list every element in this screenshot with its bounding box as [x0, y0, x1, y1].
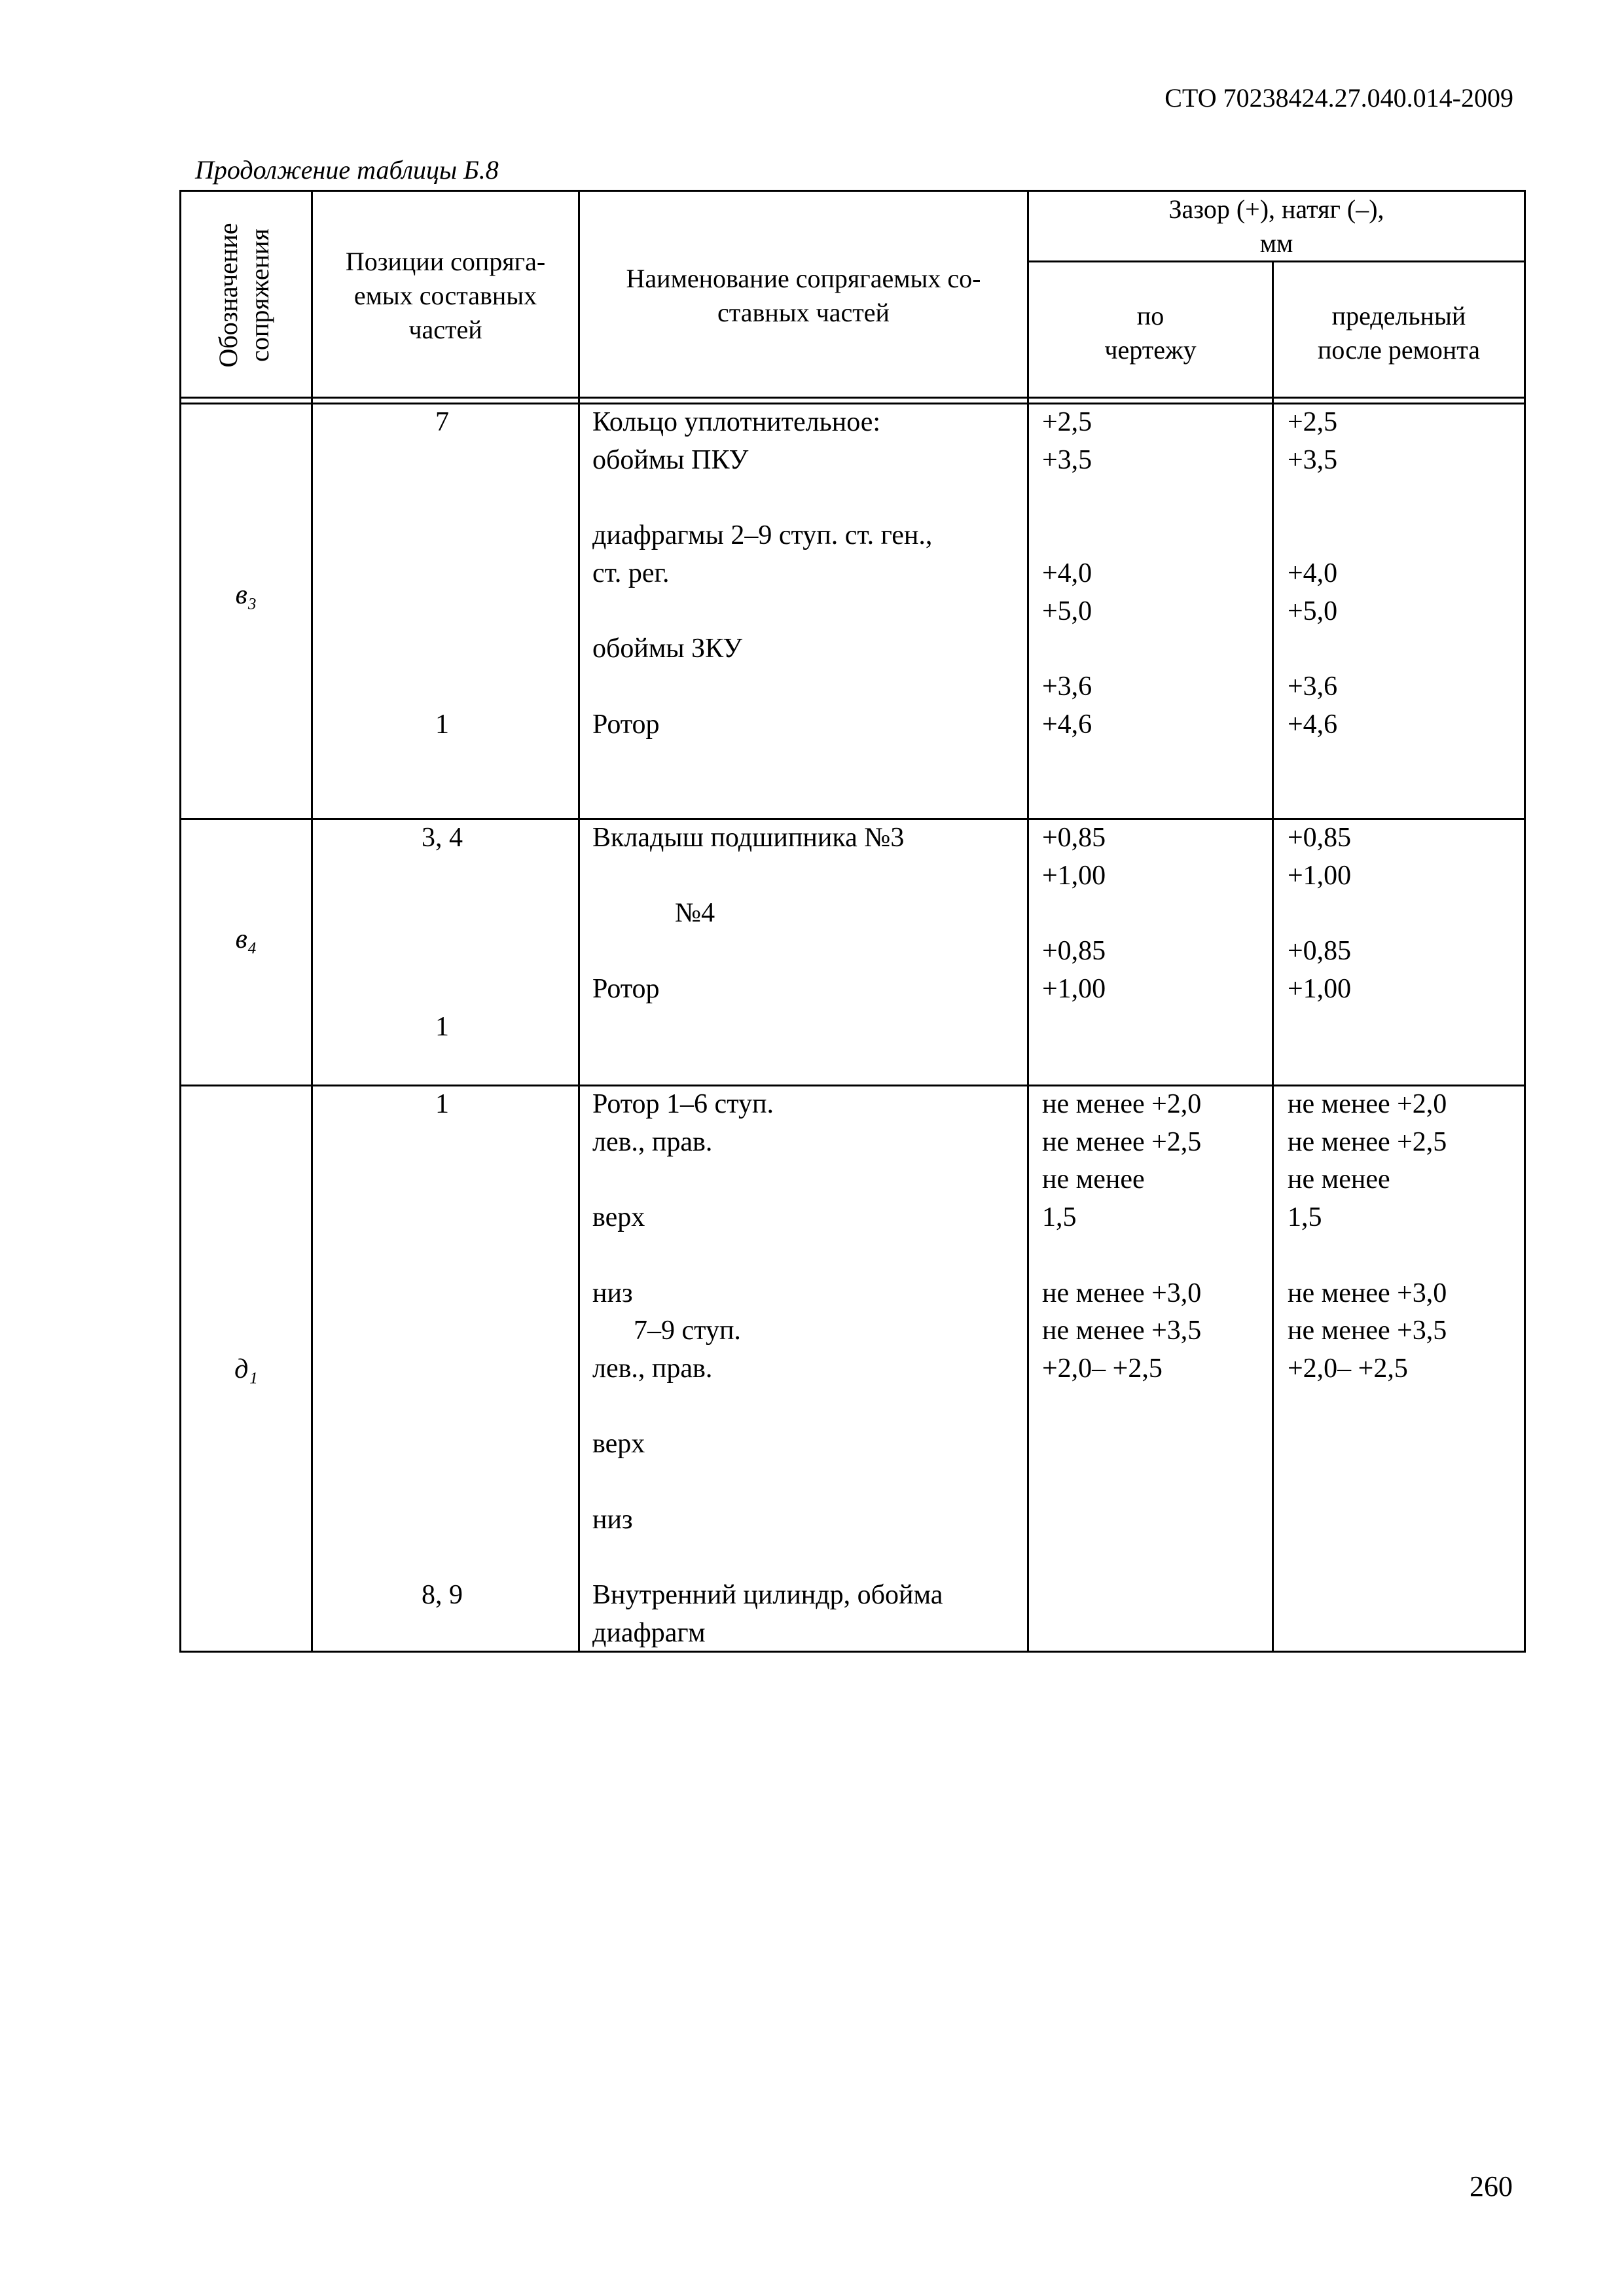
column-divider — [1027, 190, 1029, 1653]
row-positions: 1 8, 9 — [422, 1089, 463, 1611]
row-designation: д₁ — [234, 1354, 258, 1384]
page-number: 260 — [1470, 2170, 1513, 2202]
header-limit-after-repair: предельный после ремонта — [1317, 301, 1481, 365]
row-value-by-drawing: не менее +2,0 не менее +2,5 не менее 1,5 не менее +3,0 не менее +3,5 +2,0– +2,5 — [1042, 1089, 1202, 1384]
row-designation: в₃ — [235, 580, 257, 610]
table-caption: Продолжение таблицы Б.8 — [195, 155, 499, 185]
header-designation: Обозначение сопряжения — [213, 223, 274, 368]
row-names: Кольцо уплотнительное: обоймы ПКУ диафрагмы 2–9 ступ. ст. ген., ст. рег. обоймы ЗКУ Ротор — [592, 407, 933, 740]
table-border-left — [179, 190, 181, 1653]
header-gap-group: Зазор (+), натяг (–), мм — [1168, 194, 1384, 258]
header-subdivider — [1027, 260, 1526, 262]
header-names: Наименование сопрягаемых со- ставных частей — [626, 264, 981, 327]
header-positions: Позиции сопряга- емых составных частей — [345, 247, 546, 344]
row-positions: 3, 4 1 — [422, 823, 463, 1042]
row-designation: в₄ — [235, 924, 257, 954]
table-border-top — [179, 190, 1526, 192]
row-value-limit: не менее +2,0 не менее +2,5 не менее 1,5 не менее +3,0 не менее +3,5 +2,0– +2,5 — [1288, 1089, 1447, 1384]
row-positions: 7 1 — [435, 407, 449, 740]
header-by-drawing: по чертежу — [1104, 301, 1197, 365]
column-divider — [1272, 260, 1274, 1653]
row-value-by-drawing: +0,85 +1,00 +0,85 +1,00 — [1042, 823, 1106, 1004]
row-names: Ротор 1–6 ступ. лев., прав. верх низ 7–9 ступ. лев., прав. верх низ Внутренний цилиндр, обойма диафрагм — [592, 1089, 943, 1648]
header-bottom-double-1 — [179, 397, 1526, 399]
row-names: Вкладыш подшипника №3 №4 Ротор — [592, 823, 905, 1004]
document-code: СТО 70238424.27.040.014-2009 — [1164, 83, 1513, 113]
table-border-right — [1524, 190, 1526, 1653]
row-value-by-drawing: +2,5 +3,5 +4,0 +5,0 +3,6 +4,6 — [1042, 407, 1092, 740]
row-value-limit: +0,85 +1,00 +0,85 +1,00 — [1288, 823, 1352, 1004]
row-value-limit: +2,5 +3,5 +4,0 +5,0 +3,6 +4,6 — [1288, 407, 1338, 740]
column-divider — [578, 190, 580, 1653]
